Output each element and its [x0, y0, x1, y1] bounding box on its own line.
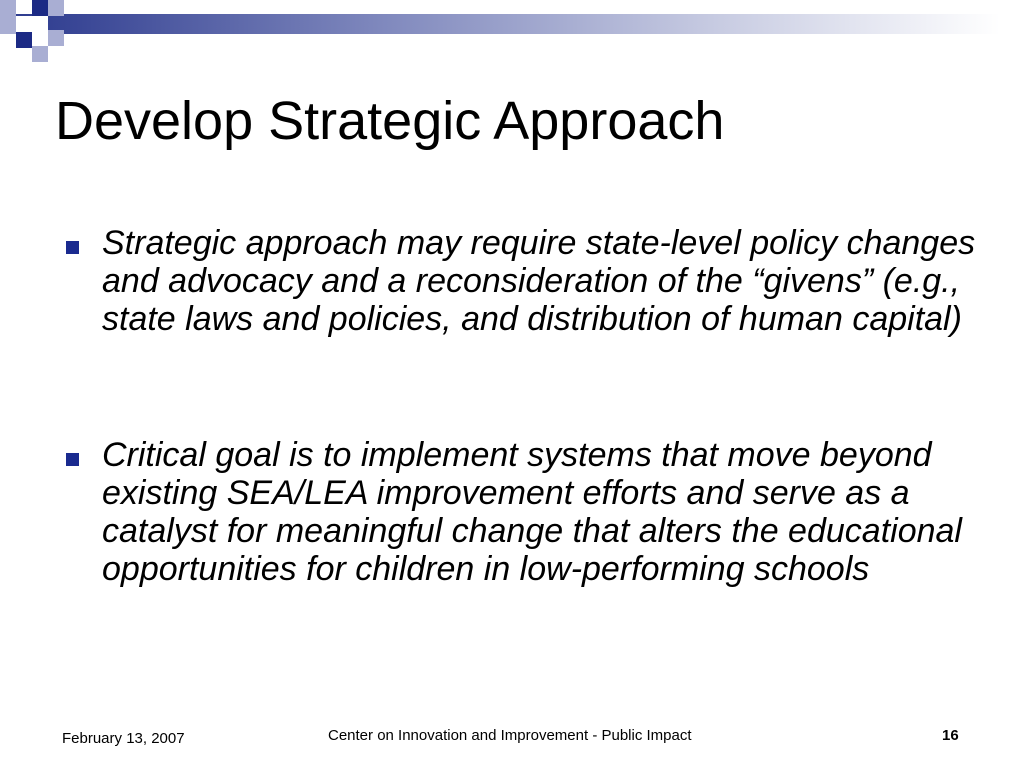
decor-square [32, 16, 48, 34]
decor-square [16, 32, 32, 48]
page-number: 16 [942, 727, 959, 744]
slide-title: Develop Strategic Approach [55, 91, 725, 151]
decor-square [0, 0, 16, 16]
header-gradient-bar [0, 14, 1024, 34]
decor-square [48, 30, 64, 46]
decor-square [16, 0, 32, 14]
decor-square [48, 0, 64, 16]
decor-square [32, 0, 48, 16]
bullet-square-icon [66, 241, 79, 254]
bullet-square-icon [66, 453, 79, 466]
decor-square [16, 16, 32, 32]
bullet-text: Strategic approach may require state-level policy changes and advocacy and a reconsideration of the “givens” (e.g., state laws and policies, and distribution of human capital) [102, 224, 976, 338]
decor-square [0, 16, 16, 34]
bullet-text: Critical goal is to implement systems that move beyond existing SEA/LEA improvement efforts and serve as a catalyst for meaningful change that alters the educational opportunities for children in low-performing schools [102, 436, 962, 588]
footer-date: February 13, 2007 [62, 730, 185, 747]
decor-square [32, 46, 48, 62]
footer-organization: Center on Innovation and Improvement - Public Impact [328, 727, 692, 744]
